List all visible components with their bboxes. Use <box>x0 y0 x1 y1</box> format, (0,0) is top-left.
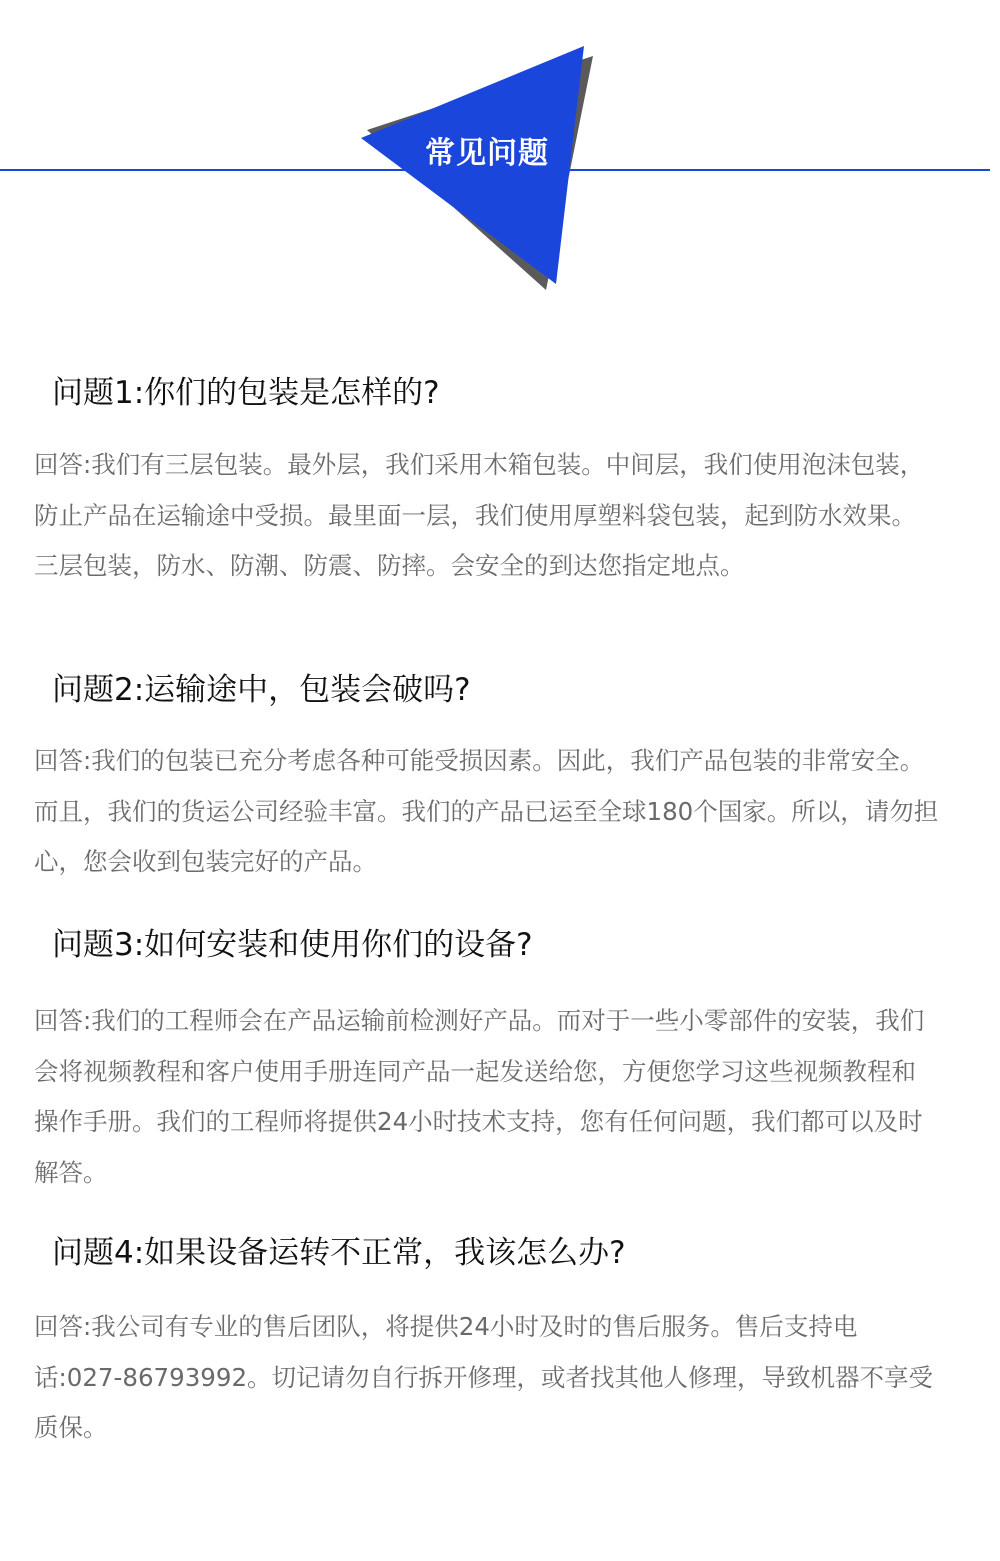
section-title: 常见问题 <box>425 136 549 171</box>
faq-answer-2: 回答:我们的包装已充分考虑各种可能受损因素。因此，我们产品包装的非常安全。而且，我们的货运公司经验丰富。我们的产品已运至全球180个国家。所以，请勿担心，您会收到包装完好的产品。 <box>34 746 939 876</box>
faq-answer-1: 回答:我们有三层包装。最外层，我们采用木箱包装。中间层，我们使用泡沫包装，防止产品在运输途中受损。最里面一层，我们使用厚塑料袋包装，起到防水效果。三层包装，防水、防潮、防震、防摔。会安全的到达您指定地点。 <box>34 450 925 580</box>
faq-question-3: 问题3:如何安装和使用你们的设备? <box>52 927 533 963</box>
faq-question-1: 问题1:你们的包装是怎样的? <box>52 375 440 411</box>
faq-answer-3: 回答:我们的工程师会在产品运输前检测好产品。而对于一些小零部件的安装，我们会将视频教程和客户使用手册连同产品一起发送给您，方便您学习这些视频教程和操作手册。我们的工程师将提供24小时技术支持，您有任何问题，我们都可以及时解答。 <box>34 1006 925 1187</box>
faq-question-2: 问题2:运输途中，包装会破吗? <box>52 672 471 708</box>
faq-question-4: 问题4:如果设备运转不正常，我该怎么办? <box>52 1235 626 1271</box>
section-header <box>0 0 1000 300</box>
faq-answer-4: 回答:我公司有专业的售后团队，将提供24小时及时的售后服务。售后支持电话:027-86793992。切记请勿自行拆开修理，或者找其他人修理，导致机器不享受质保。 <box>34 1312 934 1442</box>
